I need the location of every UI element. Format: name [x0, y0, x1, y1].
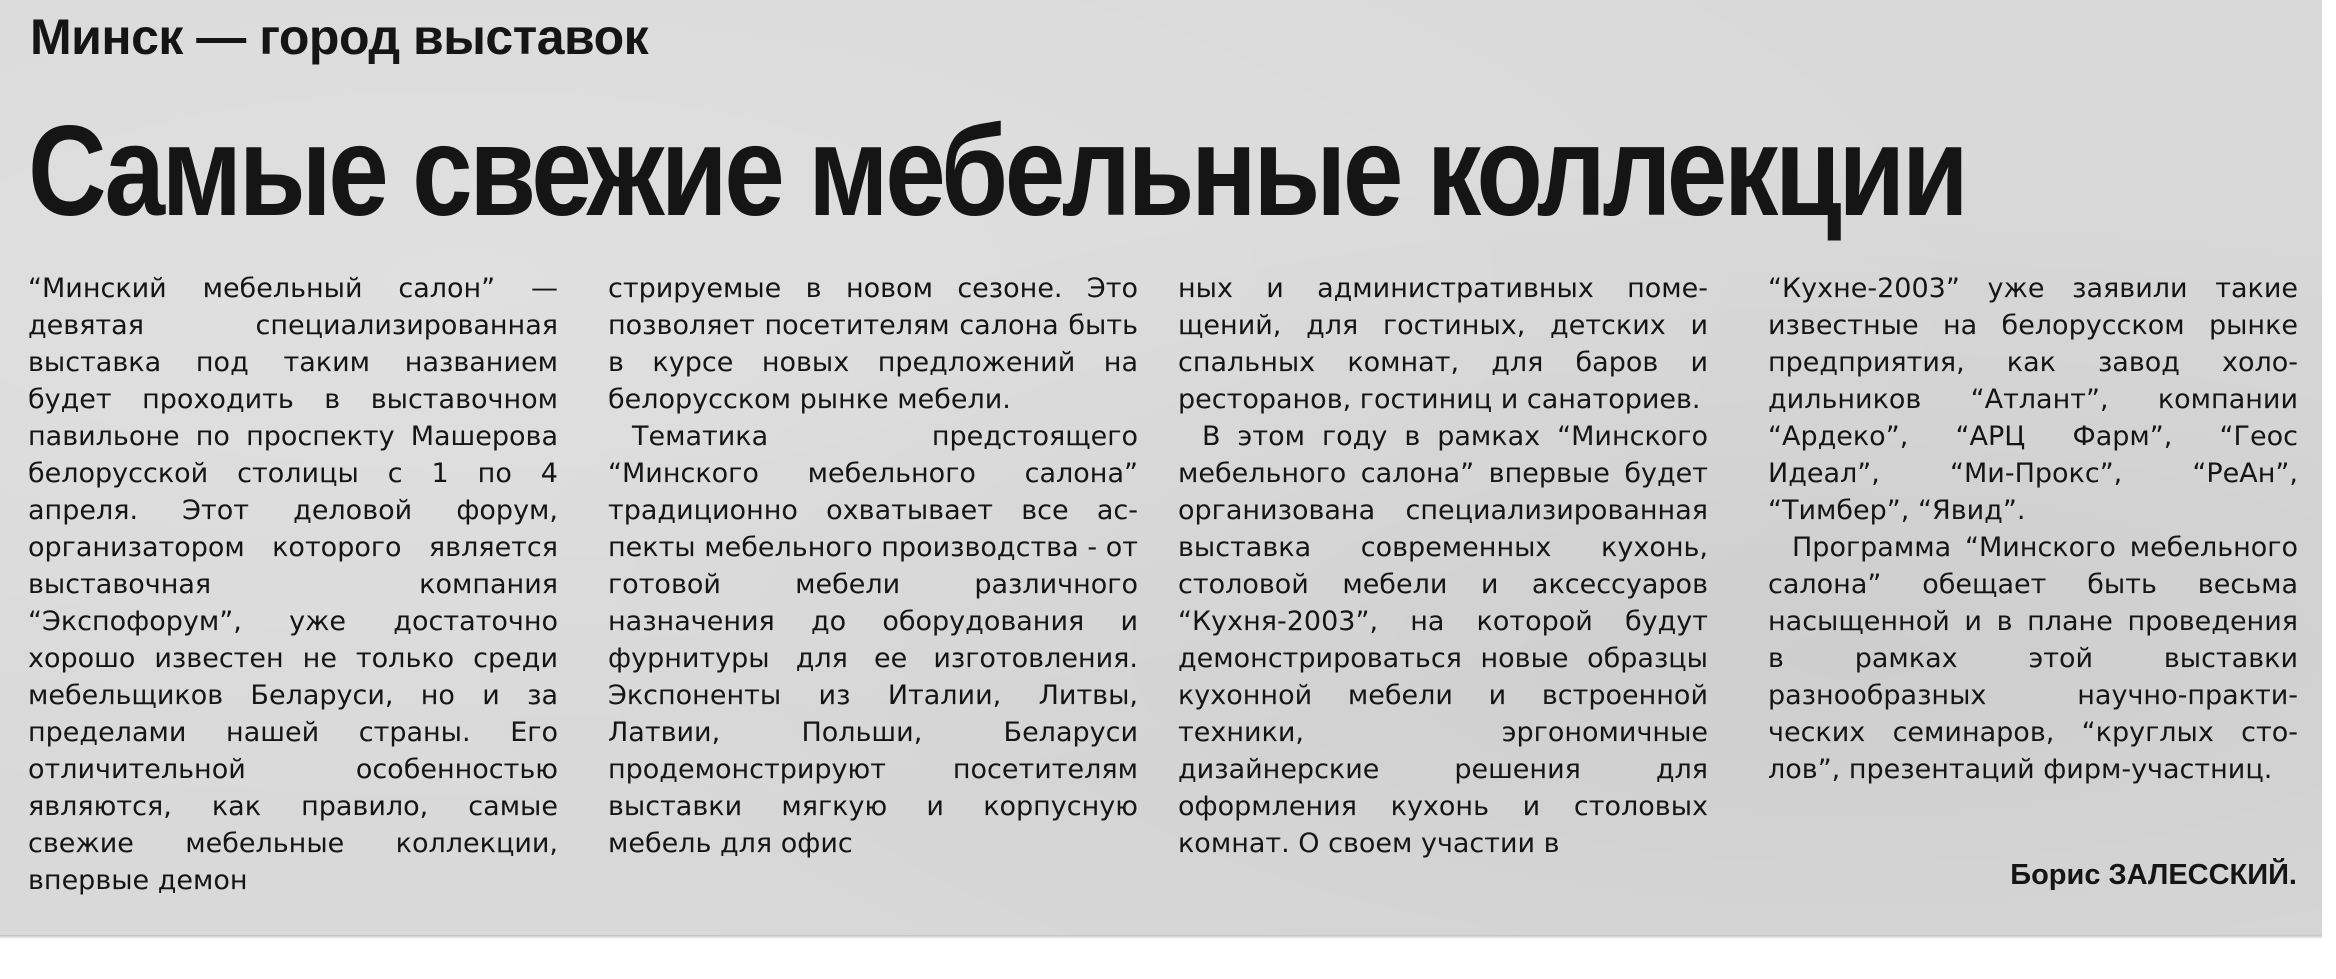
- rubric-heading: Минск — город выставок: [30, 9, 649, 65]
- column-1-paragraph-1: “Минский мебельный салон” — девятая специализированная выставка под таким названием будет проходить в выставочном павильоне по проспекту Машерова белорусской столицы с 1 по 4 апреля. Этот деловой форум, организатором которого является выставочная компания “Экспофорум”, уже достаточно хорошо известен не только среди мебельщиков Беларуси, но и за пределами нашей страны. Его отличительной особенностью являются, как правило, самые свежие мебельные коллекции, впервые демон: [28, 273, 558, 896]
- article-headline: Самые свежие мебельные коллекции: [28, 100, 1966, 243]
- column-2-paragraph-2: Тематика предстоящего “Минского мебельного салона” традиционно охватывает все аспекты мебельного производства - от готовой мебели различного назначения до оборудования и фурнитуры для ее изготовления. Экспоненты из Италии, Литвы, Латвии, Польши, Беларуси продемонстрируют посетителям выставки мягкую и корпусную мебель для офис: [608, 421, 1138, 859]
- column-4-paragraph-2: Программа “Минского мебельного салона” обещает быть весьма насыщенной и в плане проведения в рамках этой выставки разнообразных научно-практических семинаров, “круглых столов”, презентаций фирм-участниц.: [1768, 532, 2298, 785]
- author-byline: Борис ЗАЛЕССКИЙ.: [2010, 859, 2297, 891]
- article-column-4: [1768, 270, 2298, 788]
- column-4-paragraph-1: “Кухне-2003” уже заявили такие известные на белорусском рынке предприятия, как завод холодильников “Атлант”, компании “Ардеко”, “АРЦ Фарм”, “Геос Идеал”, “Ми-Прокс”, “РеАн”, “Тимбер”, “Явид”.: [1768, 273, 2298, 526]
- clipping-bottom-edge: [0, 935, 2322, 939]
- column-3-paragraph-2: В этом году в рамках “Минского мебельного салона” впервые будет организована специализированная выставка современных кухонь, столовой мебели и аксессуаров “Кухня-2003”, на которой будут демонстрироваться новые образцы кухонной мебели и встроенной техники, эргономичные дизайнерские решения для оформления кухонь и столовых комнат. О своем участии в: [1178, 421, 1708, 859]
- article-column-1: [28, 270, 558, 899]
- article-column-3: [1178, 270, 1708, 862]
- column-3-paragraph-1: ных и административных помещений, для гостиных, детских и спальных комнат, для баров и ресторанов, гостиниц и санаториев.: [1178, 273, 1708, 415]
- column-2-paragraph-1: стрируемые в новом сезоне. Это позволяет посетителям салона быть в курсе новых предложений на белорусском рынке мебели.: [608, 273, 1138, 415]
- article-column-2: [608, 270, 1138, 862]
